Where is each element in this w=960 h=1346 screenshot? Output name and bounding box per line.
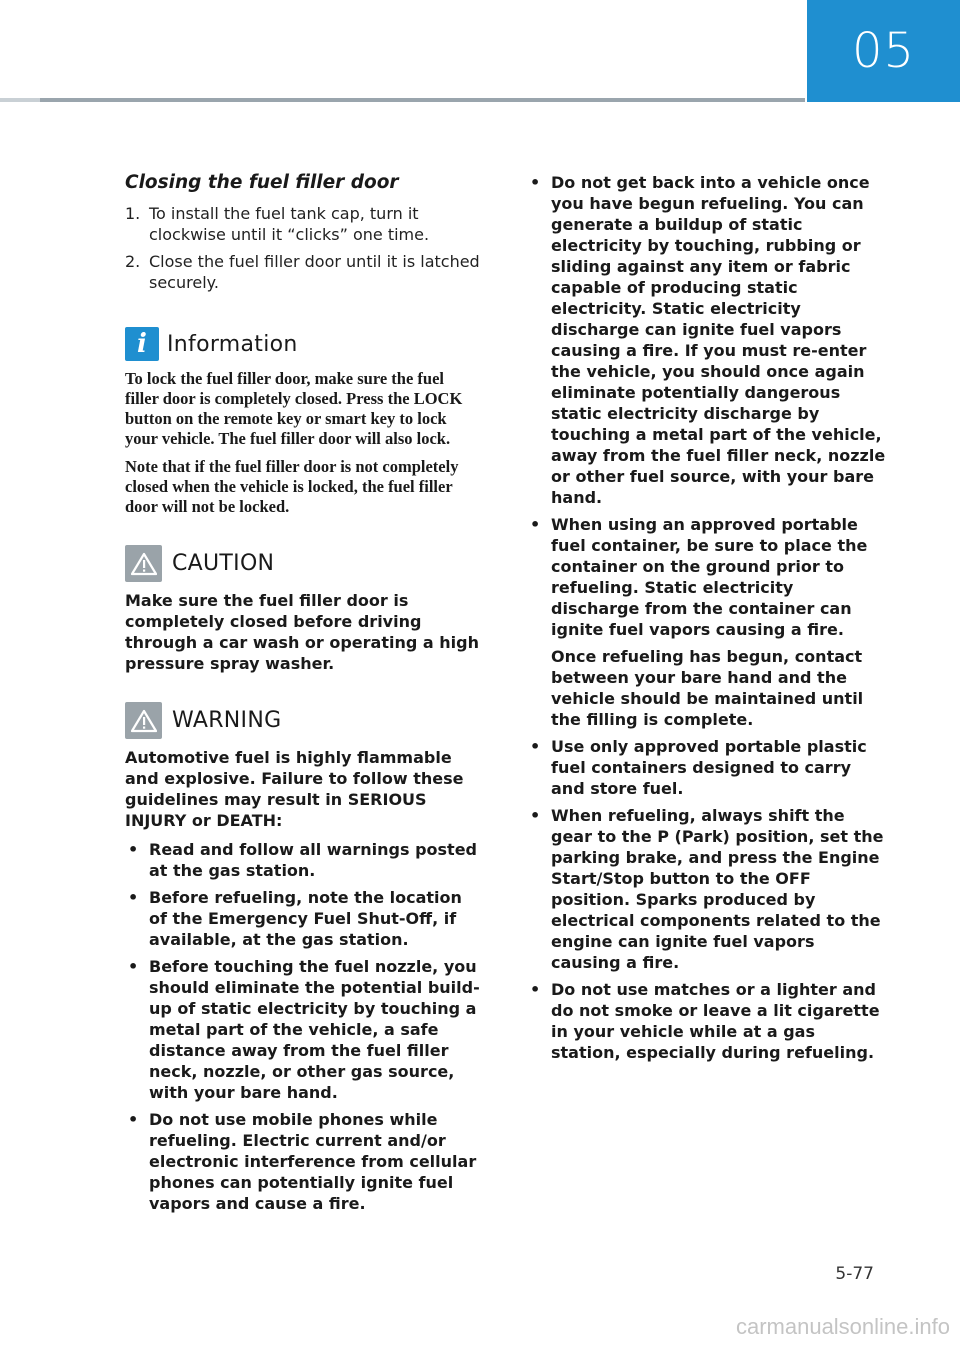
caution-text: Make sure the fuel filler door is completely closed before driving through a car wash or operating a high pressure spray washer.: [125, 591, 479, 673]
step-number: 2.: [125, 252, 141, 271]
right-bullet-subparagraph: Once refueling has begun, contact between your bare hand and the vehicle should be maintained until the filling is complete.: [551, 647, 864, 729]
warning-bullet-list: [125, 839, 480, 1214]
section-title: Closing the fuel filler door: [125, 172, 399, 193]
warning-bullet: • Do not use mobile phones while refueling. Electric current and/or electronic interference from cellular phones can potentially ignite fuel vapors and cause a fire.: [128, 1110, 477, 1213]
information-header: [125, 327, 480, 361]
right-bullet: • Use only approved portable plastic fuel containers designed to carry and store fuel.: [530, 737, 867, 798]
right-bullet: • When refueling, always shift the gear to the P (Park) position, set the parking brake, and press the Engine Start/Stop button to the OFF position. Sparks produced by electrical components related to the engine can ignite fuel vapors causing a fire.: [530, 806, 884, 972]
right-bullet: • Do not get back into a vehicle once you have begun refueling. You can generate a buildup of static electricity by touching, rubbing or sliding against any item or fabric capable of producing static electricity. Static electricity discharge can ignite fuel vapors causing a fire. If you must re-enter the vehicle, you should once again eliminate potentially dangerous static electricity discharge by touching a metal part of the vehicle, away from the fuel filler neck, nozzle or other fuel source, with your bare hand.: [530, 173, 886, 507]
warning-bullet: • Before touching the fuel nozzle, you should eliminate the potential build-up of static electricity by touching a metal part of the vehicle, a safe distance away from the fuel filler neck, nozzle, or other gas source, with your bare hand.: [128, 957, 480, 1102]
warning-bullet: • Before refueling, note the location of the Emergency Fuel Shut-Off, if available, at the gas station.: [128, 888, 462, 949]
right-bullet: • When using an approved portable fuel container, be sure to place the container on the ground prior to refueling. Static electricity discharge from the container can ignite fuel vapors causing a fire. Once refueling has begun, contact between your bare hand and the vehicle should be maintained until the filling is complete.: [527, 514, 887, 730]
warning-triangle-icon: [125, 702, 162, 739]
step-text: To install the fuel tank cap, turn it clockwise until it “clicks” one time.: [149, 204, 430, 244]
watermark: carmanualsonline.info: [735, 1314, 950, 1339]
step-number: 1.: [125, 204, 141, 223]
steps-list: [125, 203, 480, 293]
warning-triangle-icon: [125, 545, 162, 582]
warning-header: [125, 702, 480, 739]
page-number: 5-77: [835, 1264, 874, 1284]
header-rule: [0, 98, 805, 102]
warning-title: WARNING: [172, 708, 282, 733]
warning-bullet: • Read and follow all warnings posted at the gas station.: [128, 840, 478, 880]
left-column: [125, 172, 480, 1220]
step-text: Close the fuel filler door until it is latched securely.: [149, 252, 480, 292]
information-paragraph: Note that if the fuel filler door is not completely closed when the vehicle is locked, the fuel filler door will not be locked.: [125, 457, 459, 516]
warning-intro: Automotive fuel is highly flammable and explosive. Failure to follow these guidelines may result in SERIOUS INJURY or DEATH:: [125, 748, 464, 830]
right-bullet-list: [527, 172, 887, 1063]
info-icon: i: [125, 327, 159, 361]
right-bullet: • Do not use matches or a lighter and do not smoke or leave a lit cigarette in your vehicle while at a gas station, especially during refueling.: [530, 980, 880, 1062]
caution-title: CAUTION: [172, 551, 275, 576]
step-item: [125, 251, 480, 293]
step-item: [125, 203, 480, 245]
information-paragraph: To lock the fuel filler door, make sure the fuel filler door is completely closed. Press the LOCK button on the remote key or smart key to lock your vehicle. The fuel filler door will also lock.: [125, 369, 463, 448]
right-column: [527, 172, 887, 1069]
caution-header: [125, 545, 480, 582]
chapter-tab: 05: [807, 0, 960, 102]
information-title: Information: [167, 331, 298, 357]
